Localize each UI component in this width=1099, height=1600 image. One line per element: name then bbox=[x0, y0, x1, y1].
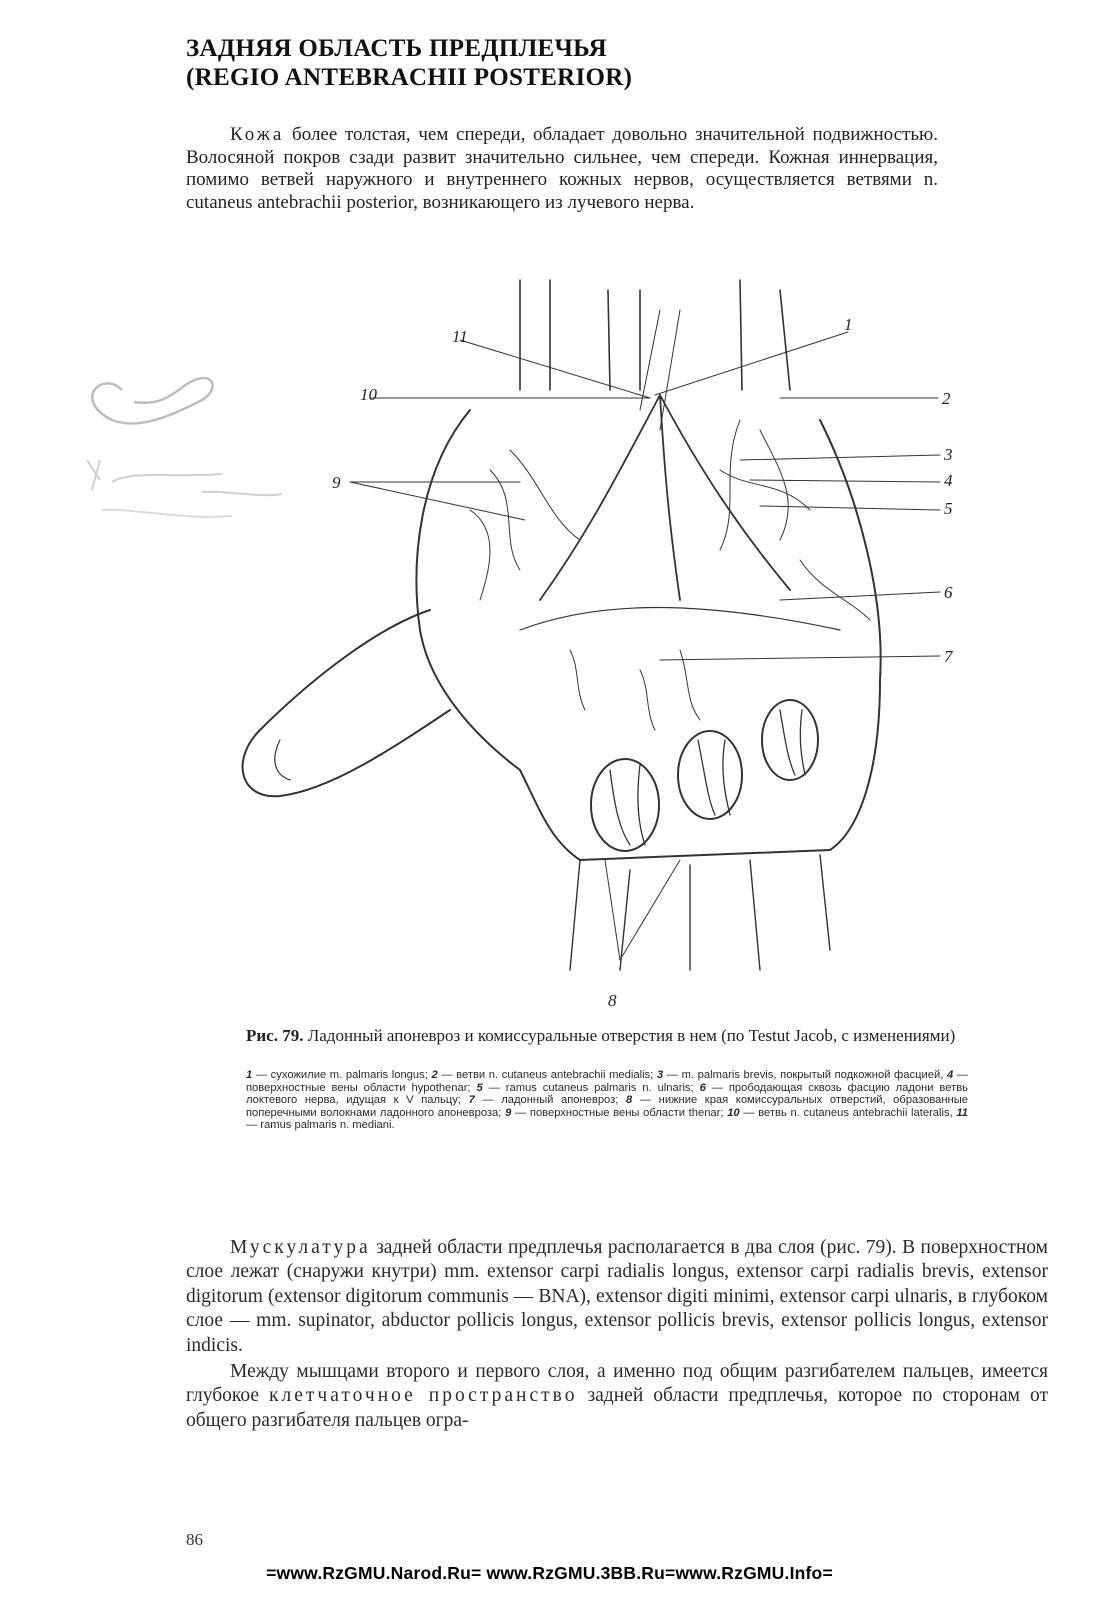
body-p2-spaced: клетчаточное пространство bbox=[269, 1385, 578, 1407]
figure-legend bbox=[246, 1069, 968, 1132]
legend-text: — поверхностные вены области thenar; bbox=[511, 1106, 728, 1119]
callout-4: 4 bbox=[944, 471, 953, 490]
section-heading bbox=[186, 34, 946, 92]
legend-text: — ramus palmaris n. mediani. bbox=[246, 1119, 395, 1132]
legend-num: 2 bbox=[431, 1069, 438, 1081]
legend-text: — ветвь n. cutaneus antebrachii lateralis, bbox=[739, 1106, 957, 1119]
intro-lead-word: Кожа bbox=[230, 124, 285, 145]
legend-text: — m. palmaris brevis, покрытый подкожной фасцией, bbox=[663, 1069, 947, 1081]
legend-num: 9 bbox=[505, 1106, 512, 1119]
callout-7: 7 bbox=[944, 647, 953, 666]
body-p2-end: задней области предплечья, которое по сторонам от общего разгибателя пальцев огра- bbox=[186, 1385, 1049, 1431]
body-paragraph-2 bbox=[186, 1360, 1048, 1433]
figure-label: Рис. 79. bbox=[246, 1026, 304, 1045]
callout-1: 1 bbox=[844, 315, 853, 334]
callout-9: 9 bbox=[332, 473, 341, 492]
legend-num: 7 bbox=[468, 1094, 475, 1107]
legend-text: — прободающая сквозь фасцию ладони ветвь локтевого нерва, идущая к V пальцу; bbox=[246, 1081, 968, 1107]
legend-num: 4 bbox=[946, 1069, 954, 1081]
body-p1-text: задней области предплечья располагается в два слоя (рис. 79). В поверхностном слое лежат (снаружи кнутри) mm. extensor carpi radialis longus, extensor carpi radialis brevis, extensor digitorum (extensor digitorum communis — BNA), extensor digiti minimi, extensor carpi ulnaris, в глубоком слое — mm. supinator, abductor pollicis longus, extensor pollicis brevis, extensor pollicis longus, extensor indicis. bbox=[186, 1237, 1048, 1356]
callout-8: 8 bbox=[608, 991, 617, 1010]
callout-10: 10 bbox=[360, 385, 377, 404]
legend-num: 1 bbox=[246, 1069, 253, 1081]
legend-num: 10 bbox=[727, 1106, 740, 1119]
callout-6: 6 bbox=[944, 583, 953, 602]
legend-text: — нижние края комиссуральных отверстий, образованные поперечными волокнами ладонного апоневроза; bbox=[246, 1094, 968, 1119]
page-number: 86 bbox=[186, 1530, 203, 1549]
body-p2-start: Между мышцами второго и первого слоя, а именно под общим разгибателем пальцев, имеется глубокое bbox=[186, 1361, 1048, 1407]
body-text bbox=[186, 1236, 1048, 1433]
callout-5: 5 bbox=[944, 499, 953, 518]
legend-text: — ramus cutaneus palmaris n. ulnaris; bbox=[482, 1081, 700, 1094]
legend-num: 3 bbox=[656, 1069, 664, 1081]
callout-2: 2 bbox=[942, 389, 951, 408]
legend-text: — ладонный апоневроз; bbox=[474, 1094, 626, 1107]
legend-num: 8 bbox=[626, 1094, 633, 1107]
figure-title: Ладонный апоневроз и комиссуральные отверстия в нем (по Testut Jacob, с изменениями) bbox=[303, 1026, 956, 1045]
intro-text: более толстая, чем спереди, обладает довольно значительной подвижностью. Волосяной покров сзади развит значительно сильнее, чем спереди. Кожная иннервация, помимо ветвей наружного и внутреннего кожных нервов, осуществляется ветвями n. cutaneus antebrachii posterior, возникающего из лучевого нерва. bbox=[186, 124, 938, 213]
callout-11: 11 bbox=[452, 327, 468, 346]
legend-text: — сухожилие m. palmaris longus; bbox=[252, 1069, 432, 1081]
legend-text: — поверхностные вены области hypothenar; bbox=[246, 1069, 969, 1094]
figure-caption-title bbox=[246, 1026, 968, 1045]
legend-text: — ветви n. cutaneus antebrachii medialis; bbox=[437, 1069, 657, 1081]
callout-3: 3 bbox=[944, 445, 953, 464]
body-paragraph-1 bbox=[186, 1236, 1048, 1358]
legend-num: 11 bbox=[956, 1106, 969, 1119]
heading-line-1: ЗАДНЯЯ ОБЛАСТЬ ПРЕДПЛЕЧЬЯ bbox=[186, 35, 607, 62]
heading-line-2: (REGIO ANTEBRACHII POSTERIOR) bbox=[186, 64, 633, 91]
anatomical-figure bbox=[220, 270, 980, 1020]
legend-num: 6 bbox=[699, 1081, 706, 1094]
intro-paragraph bbox=[186, 124, 938, 214]
body-p1-lead: Мускулатура bbox=[230, 1237, 371, 1258]
footer-watermark: =www.RzGMU.Narod.Ru= www.RzGMU.3BB.Ru=www.RzGMU.Info= bbox=[266, 1563, 833, 1583]
legend-num: 5 bbox=[476, 1081, 483, 1094]
palm-aponeurosis-illustration bbox=[220, 270, 980, 1020]
